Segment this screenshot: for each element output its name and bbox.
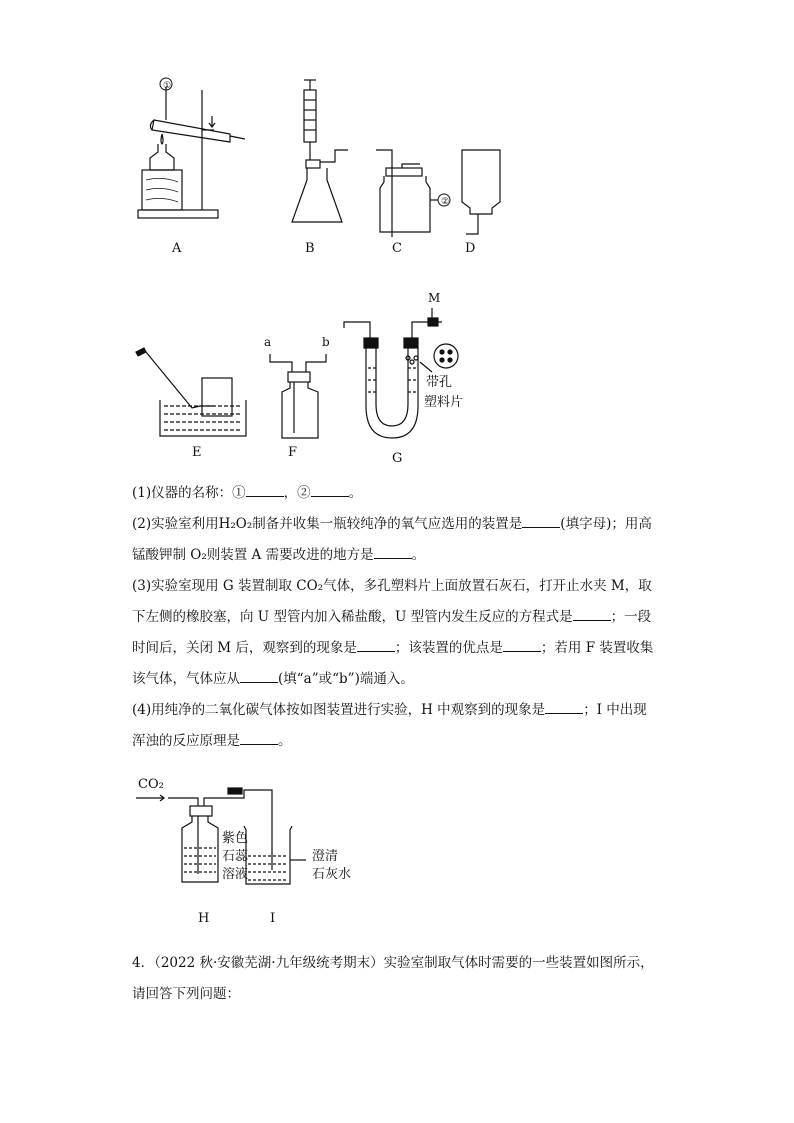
test-tube [150, 120, 245, 142]
alcohol-lamp [150, 144, 174, 170]
answer-blank[interactable] [240, 668, 278, 683]
q2-suffix: (填字母)；用高 [560, 516, 652, 532]
q3b-suffix: ；一段 [610, 609, 652, 625]
apparatus-abcd-drawing [130, 72, 530, 262]
label-h: H [198, 911, 210, 926]
wood-block [142, 170, 182, 210]
answer-blank[interactable] [374, 544, 412, 559]
figure-apparatus-hi [130, 770, 380, 930]
q2-prefix: (2)实验室利用H₂O₂制备并收集一瓶较纯净的氧气应选用的装置是 [132, 516, 523, 532]
label-d: D [465, 241, 476, 256]
apparatus-e-trough [136, 348, 246, 436]
i-text-1: 澄清 [312, 849, 339, 864]
question-4 [132, 948, 677, 1010]
q3b-prefix: 下左侧的橡胶塞，向 U 型管内加入稀盐酸，U 型管内发生反应的方程式是 [132, 609, 573, 625]
question-3-body [132, 478, 672, 757]
q3c-mid: ；该装置的优点是 [394, 640, 503, 656]
apparatus-g-utube [344, 308, 458, 438]
answer-blank[interactable] [545, 699, 583, 714]
q3c-suffix: ；若用 F 装置收集 [540, 640, 654, 656]
answer-blank[interactable] [246, 482, 284, 497]
answer-blank[interactable] [503, 637, 541, 652]
answer-blank[interactable] [240, 730, 278, 745]
q4b-suffix: 。 [278, 733, 292, 749]
apparatus-efg-drawing [130, 288, 490, 473]
q-line-3c [132, 633, 672, 664]
clamp-m: M [428, 291, 441, 305]
q-line-2b [132, 540, 672, 571]
apparatus-c-bottle [376, 150, 438, 237]
marker2: ② [441, 197, 450, 207]
q-line-1 [132, 478, 672, 509]
label-i: I [270, 911, 276, 926]
label-c: C [392, 241, 402, 256]
q1-end: 。 [348, 485, 363, 501]
plate-label-2: 塑料片 [424, 395, 464, 410]
label-a: A [172, 241, 182, 256]
q1-mid: ，② [283, 485, 311, 501]
i-text-2: 石灰水 [312, 867, 352, 882]
label-b: B [305, 241, 315, 256]
figure-apparatus-efg [130, 288, 490, 473]
q-line-3d [132, 664, 672, 695]
label-e: E [192, 445, 202, 460]
q4-line-1: 4．（2022 秋·安徽芜湖·九年级统考期末）实验室制取气体时需要的一些装置如图所示， [132, 955, 654, 971]
label-g: G [392, 451, 403, 466]
q3d-suffix: (填“a”或“b”)端通入。 [278, 671, 414, 687]
figure-apparatus-abcd [130, 72, 530, 262]
h-text-2: 石蕊 [222, 849, 249, 864]
apparatus-hi-drawing [130, 770, 380, 930]
q4b-prefix: 浑浊的反应原理是 [132, 733, 240, 749]
q4a-prefix: (4)用纯净的二氧化碳气体按如图装置进行实验，H 中观察到的现象是 [132, 702, 546, 718]
q3c-prefix: 时间后，关闭 M 后，观察到的现象是 [132, 640, 357, 656]
apparatus-d-bottle [462, 150, 500, 234]
label-f: F [288, 445, 298, 460]
answer-blank[interactable] [573, 606, 611, 621]
q2b-prefix: 锰酸钾制 O₂则装置 A 需要改进的地方是 [132, 547, 374, 563]
port-a: a [264, 335, 272, 349]
q4a-suffix: ；I 中出现 [583, 702, 647, 718]
h-text-1: 紫色 [222, 831, 249, 846]
port-b: b [322, 335, 330, 349]
q-line-4b [132, 726, 672, 757]
q2b-suffix: 。 [411, 547, 426, 563]
h-text-3: 溶液 [222, 867, 249, 882]
marker1: ① [163, 81, 172, 91]
answer-blank[interactable] [522, 513, 560, 528]
stand-base [138, 210, 218, 218]
apparatus-b-flask [292, 80, 348, 222]
q4-line-2: 请回答下列问题： [132, 986, 240, 1002]
answer-blank[interactable] [357, 637, 395, 652]
q-line-3a: (3)实验室现用 G 装置制取 CO₂气体，多孔塑料片上面放置石灰石，打开止水夹 M，取 [132, 578, 652, 594]
q3d-prefix: 该气体，气体应从 [132, 671, 240, 687]
plate-label-1: 带孔 [426, 375, 453, 390]
beaker-i [244, 826, 292, 884]
q-line-2a [132, 509, 672, 540]
q-line-4a [132, 695, 672, 726]
q1-prefix: (1)仪器的名称：① [132, 485, 246, 501]
inlet-tube [168, 798, 198, 806]
answer-blank[interactable] [311, 482, 349, 497]
apparatus-f-bottle [270, 354, 326, 438]
gas-label: CO₂ [138, 777, 164, 792]
q-line-3b [132, 602, 672, 633]
